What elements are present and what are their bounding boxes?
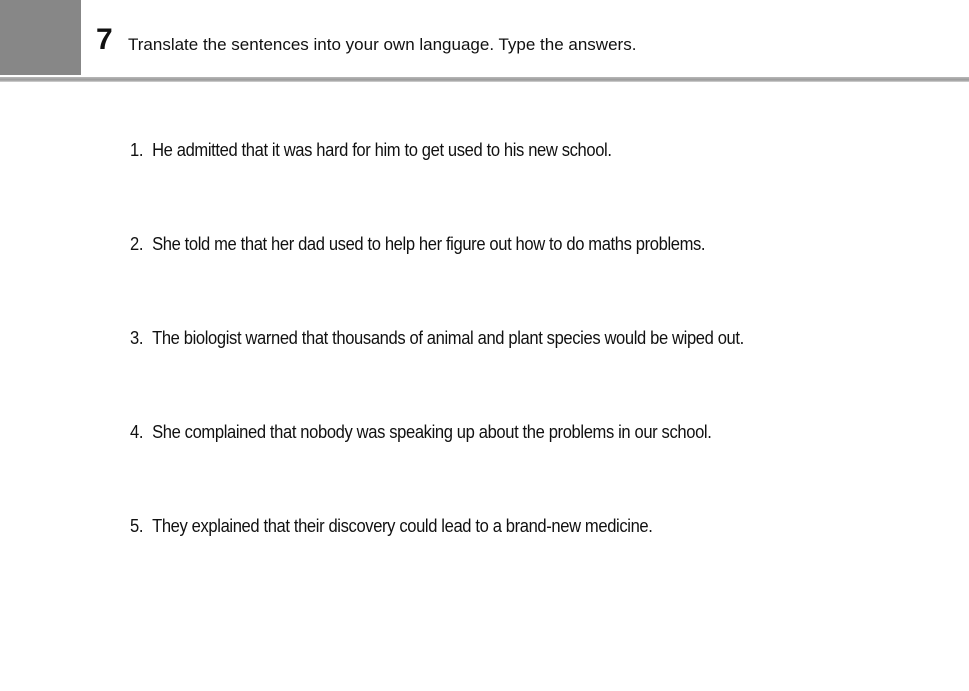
header-divider [0,77,969,82]
sentence-text: He admitted that it was hard for him to get used to his new school. [152,140,612,160]
sentence-list [130,139,930,609]
sentence-number: 1. [130,140,144,160]
sentence-item [130,327,866,421]
sentence-number: 4. [130,422,144,442]
sentence-text: She told me that her dad used to help her figure out how to do maths problems. [152,234,706,254]
sentence-text: They explained that their discovery could lead to a brand-new medicine. [152,516,653,536]
header-gray-block [0,0,81,75]
sentence-number: 3. [130,328,144,348]
sentence-item [130,421,866,515]
exercise-number: 7 [96,23,113,56]
sentence-number: 5. [130,516,144,536]
exercise-instruction: Translate the sentences into your own language. Type the answers. [128,35,637,54]
sentence-text: She complained that nobody was speaking up about the problems in our school. [152,422,712,442]
sentence-item [130,515,866,609]
sentence-number: 2. [130,234,144,254]
sentence-item [130,139,866,233]
sentence-item [130,233,866,327]
sentence-text: The biologist warned that thousands of animal and plant species would be wiped out. [152,328,744,348]
exercise-header [0,0,969,84]
